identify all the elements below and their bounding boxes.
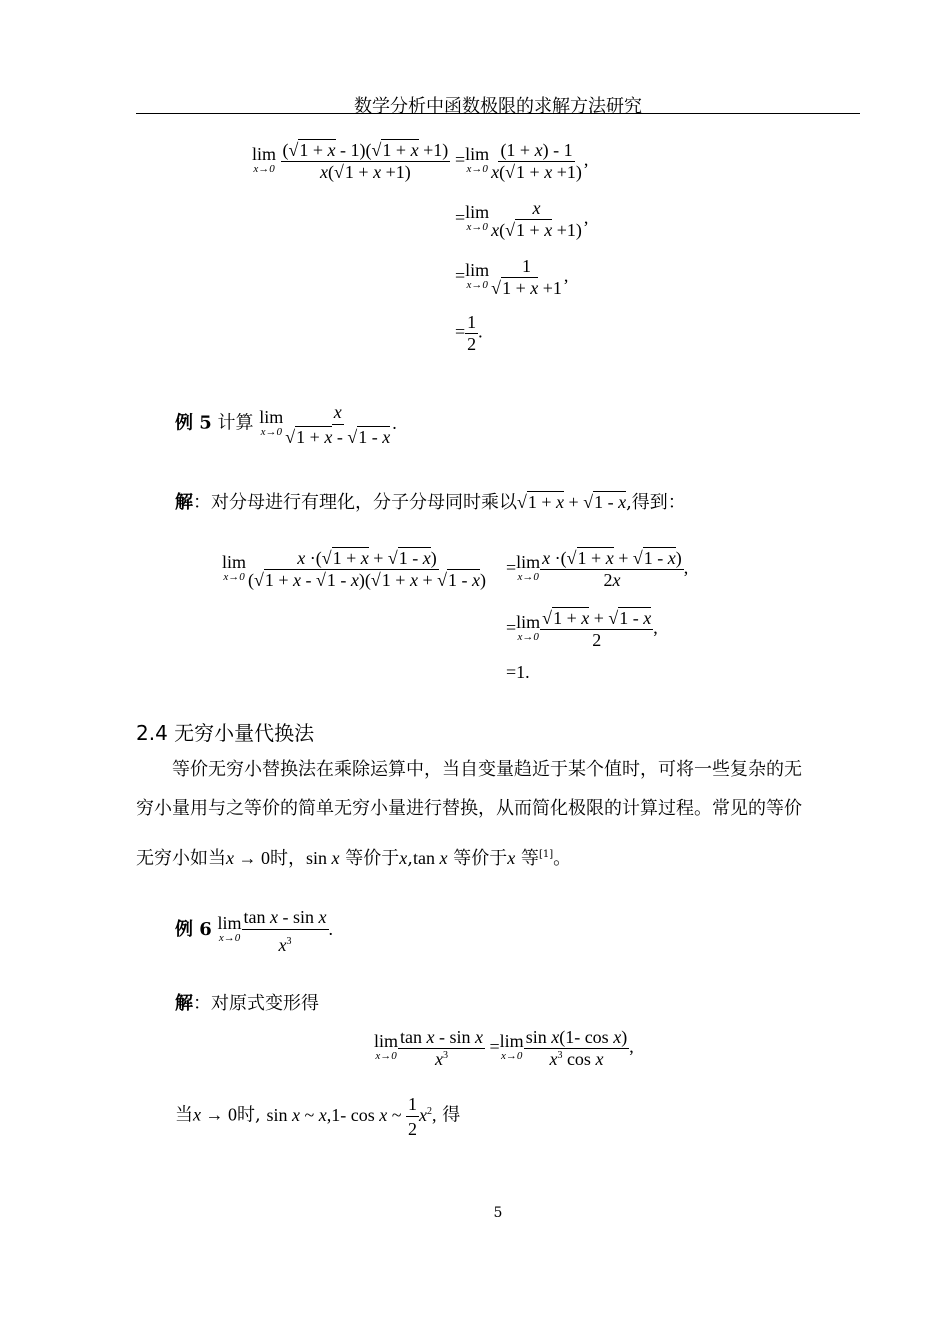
example-6 bbox=[175, 905, 333, 957]
formula5-step-3: =1. bbox=[506, 662, 530, 682]
final-get: 得 bbox=[442, 1104, 461, 1126]
citation-ref: [1] bbox=[538, 849, 554, 860]
example-5-formula: lim x→0 $\frac{x}{√1 + x - √1 - x}$ . bbox=[259, 402, 397, 447]
example-6-formula: lim x→0 $\frac{\text{tan x - sin x}}{x^3}$ . bbox=[217, 907, 334, 955]
paragraph-line-3-a: 无穷小如当 bbox=[136, 848, 226, 869]
formula-step-3: = lim x→0 $\frac{1}{√1 + x +1}$ , bbox=[455, 256, 569, 298]
final-when: 当 bbox=[175, 1104, 193, 1126]
paragraph-line-3-b: 时， bbox=[270, 848, 306, 869]
solution-5-text: ：对分母进行有理化，分子分母同时乘以 bbox=[193, 492, 517, 513]
solution-6-label: 解 bbox=[175, 993, 193, 1014]
paragraph-line-3-e: 等 bbox=[520, 848, 539, 869]
paragraph-line-3-c: 等价于 bbox=[345, 848, 400, 869]
equivalence-formula: sin x ~ x,1- cos x ~ $\frac{1}{2}$ $x^2$, bbox=[266, 1094, 437, 1139]
final-line: 当x → 0时, sin x ~ x,1- cos x ~ $\frac{1}{2}$ $x^2$, 得 bbox=[175, 1094, 461, 1139]
paragraph-line-3: 无穷小如当x → 0时，sin x 等价于x,tan x 等价于x 等[1]。 bbox=[136, 848, 572, 869]
formula-derivation-4: lim x→0 $\frac{(√1 + x - 1)(√1 + x +1)}{x(√1 + x +1)}$ bbox=[252, 140, 449, 182]
final-when-tail: 时, bbox=[237, 1104, 261, 1126]
example-5 bbox=[175, 400, 397, 449]
formula-step-2: = lim x→0 $\frac{x}{x(√1 + x +1)}$ , bbox=[455, 198, 589, 240]
solution-5-multiplier: √1 + x + √1 - x bbox=[517, 492, 627, 512]
paragraph-line-3-end: 。 bbox=[553, 848, 572, 869]
solution-5-tail: ,得到： bbox=[626, 492, 686, 513]
solution-6 bbox=[175, 992, 319, 1016]
formula5-step-2: = lim x→0 $\frac{√1 + x + √1 - x}{2}$ , bbox=[506, 608, 658, 650]
formula-derivation-6: lim x→0 $\frac{\text{tan x - sin x}}{x^3}$ = lim x→0 $\frac{\text{sin x(1- cos x)}}{x^3 \cos x}$ , bbox=[374, 1027, 634, 1069]
formula-step-4: = $\frac{1}{2}$ . bbox=[455, 312, 483, 354]
header-rule bbox=[136, 113, 860, 114]
formula-step-1: = lim x→0 $\frac{(1 + x) - 1}{x(√1 + x +1)}$ , bbox=[455, 140, 589, 182]
formula-derivation-5: lim x→0 $\frac{x \cdot(√1 + x + √1 - x)}{(√1 + x - √1 - x)(√1 + x + √1 - x)}$ bbox=[222, 548, 486, 590]
example-6-label: 例 6 bbox=[175, 919, 212, 941]
page-number: 5 bbox=[493, 1205, 503, 1221]
page-header-title: 数学分析中函数极限的求解方法研究 bbox=[354, 96, 642, 117]
example-5-label: 例 5 bbox=[175, 412, 212, 434]
paragraph-line-1: 等价无穷小替换法在乘除运算中，当自变量趋近于某个值时，可将一些复杂的无 bbox=[172, 759, 802, 780]
example-5-verb: 计算 bbox=[217, 412, 254, 434]
paragraph-line-3-d: 等价于 bbox=[453, 848, 508, 869]
section-heading: 2.4 无穷小量代换法 bbox=[136, 721, 315, 745]
solution-5-label: 解 bbox=[175, 492, 193, 513]
solution-5 bbox=[175, 490, 686, 515]
solution-6-text: ：对原式变形得 bbox=[193, 993, 319, 1014]
formula5-step-1: = lim x→0 $\frac{x \cdot(√1 + x + √1 - x)}{2x}$ , bbox=[506, 548, 689, 590]
paragraph-line-2: 穷小量用与之等价的简单无穷小量进行替换，从而简化极限的计算过程。常见的等价 bbox=[136, 798, 802, 819]
